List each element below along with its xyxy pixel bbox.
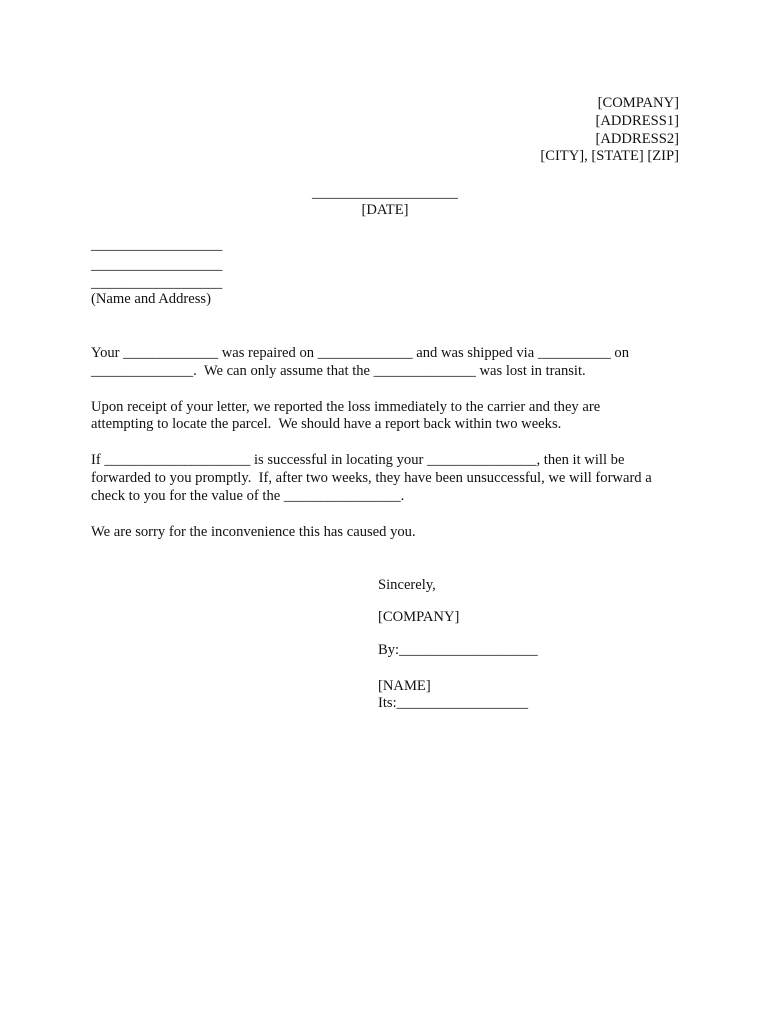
date-blank: ____________________ [312,185,458,201]
paragraph-1-line-1: Your _____________ was repaired on _____________ and was shipped via __________ on [91,345,630,361]
sender-city-state-zip: [CITY], [STATE] [ZIP] [540,148,679,164]
closing-salutation: Sincerely, [378,577,436,593]
signature-by-line: By:___________________ [378,642,538,658]
sender-address2: [ADDRESS2] [595,131,679,147]
closing-company: [COMPANY] [378,609,460,625]
paragraph-2-line-2: attempting to locate the parcel. We should have a report back within two weeks. [91,416,562,432]
paragraph-4-line-1: We are sorry for the inconvenience this has caused you. [91,524,416,540]
signer-title-line: Its:__________________ [378,695,528,711]
recipient-blank-3: __________________ [91,275,223,291]
recipient-blank-1: __________________ [91,237,223,253]
date-label: [DATE] [361,202,409,218]
recipient-label: (Name and Address) [91,291,211,307]
paragraph-1-line-2: ______________. We can only assume that the ______________ was lost in transit. [91,363,586,379]
sender-address1: [ADDRESS1] [595,113,679,129]
signer-name: [NAME] [378,678,431,694]
recipient-blank-2: __________________ [91,257,223,273]
paragraph-3-line-3: check to you for the value of the ________________. [91,488,405,504]
sender-company: [COMPANY] [597,95,679,111]
paragraph-3-line-2: forwarded to you promptly. If, after two weeks, they have been unsuccessful, we will forward a [91,470,652,486]
paragraph-2-line-1: Upon receipt of your letter, we reported the loss immediately to the carrier and they are [91,399,601,415]
paragraph-3-line-1: If ____________________ is successful in locating your _______________, then it will be [91,452,625,468]
